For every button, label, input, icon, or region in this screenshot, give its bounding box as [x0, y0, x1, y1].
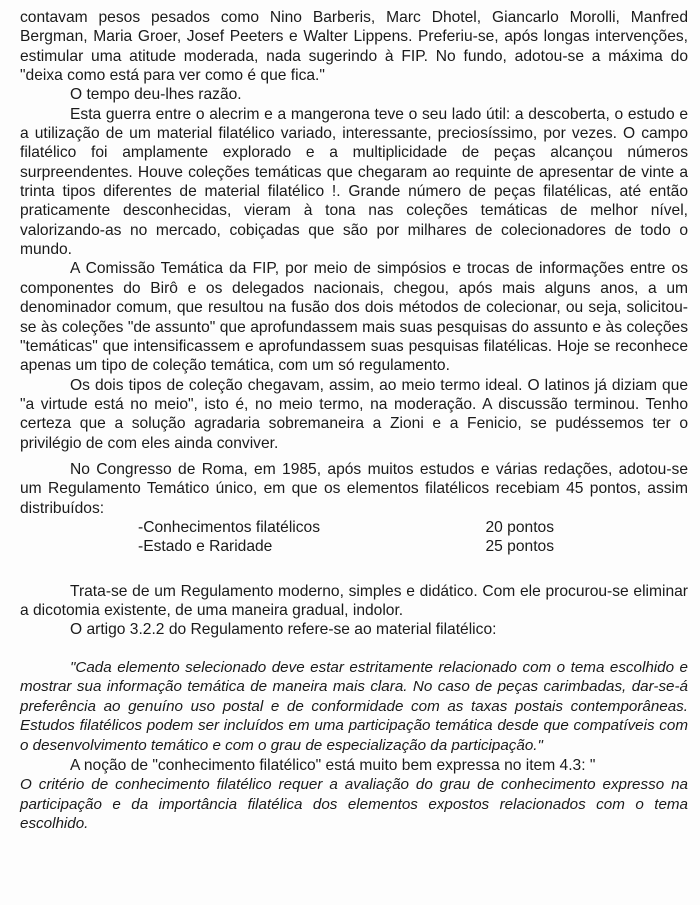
- distribution-label: -Conhecimentos filatélicos: [138, 518, 321, 536]
- paragraph-4: A Comissão Temática da FIP, por meio de simpósios e trocas de informações entre os componentes do Birô e os delegados nacionais, chegou, após mais alguns anos, a um denominador comum, que resultou na fusão dos dois métodos de colecionar, ou seja, solicitou-se às coleções "de assunto" que aprofundassem mais suas pesquisas do assunto e às coleções "temáticas" que intensificassem e aprofundassem suas pesquisas filatélicas. Hoje se reconhece apenas um tipo de coleção temática, com um só regulamento.: [20, 260, 688, 375]
- paragraph-9-lead: A noção de "conhecimento filatélico" está muito bem expressa no item 4.3: ": [70, 756, 596, 774]
- paragraph-2: O tempo deu-lhes razão.: [70, 86, 242, 104]
- paragraph-6: No Congresso de Roma, em 1985, após muitos estudos e várias redações, adotou-se um Regulamento Temático único, em que os elementos filatélicos recebiam 45 pontos, assim distribuídos:: [20, 460, 688, 517]
- paragraph-3: Esta guerra entre o alecrim e a mangerona teve o seu lado útil: a descoberta, o estudo e a utilização de um material filatélico variado, interessante, preciosíssimo, por vezes. O campo filatélico foi amplamente explorado e a multiplicidade de peças alcançou números surpreendentes. Houve coleções temáticas que chegaram ao requinte de apresentar de vinte a trinta tipos diferentes de material filatélico !. Grande número de peças filatélicas, até então praticamente desconhecidas, vieram à tona nas coleções temáticas de melhor nível, valorizando-as no mercado, cobiçadas que são por milhares de colecionadores de todo o mundo.: [20, 105, 688, 259]
- paragraph-8: O artigo 3.2.2 do Regulamento refere-se ao material filatélico:: [70, 621, 497, 639]
- quote-item-4-3: O critério de conhecimento filatélico requer a avaliação do grau de conhecimento expresso na participação e da importância filatélica dos elementos expostos relacionados com o tema escolhido.: [20, 775, 688, 833]
- distribution-points: 20 pontos: [485, 518, 554, 536]
- paragraph-5: Os dois tipos de coleção chegavam, assim, ao meio termo ideal. O latinos já diziam que "a virtude está no meio", isto é, no meio termo, na moderação. A discussão terminou. Tenho certeza que a solução agradaria sobremaneira a Zioni e a Fenicio, se pudéssemos ter o privilégio de com eles ainda conviver.: [20, 376, 688, 452]
- distribution-points: 25 pontos: [485, 538, 554, 556]
- paragraph-1: contavam pesos pesados como Nino Barberis, Marc Dhotel, Giancarlo Morolli, Manfred Bergman, Maria Groer, Josef Peeters e Walter Lippens. Preferiu-se, após longas intervenções, estimular uma atitude moderada, nada sugerindo à FIP. No fundo, adotou-se a máxima do "deixa como está para ver como é que fica.": [20, 9, 688, 85]
- quote-article-3-2-2: "Cada elemento selecionado deve estar estritamente relacionado com o tema escolhido e mostrar sua informação temática de maneira mais clara. No caso de peças carimbadas, dar-se-á preferência ao genuíno uso postal e de conformidade com as taxas postais contemporâneas. Estudos filatélicos podem ser incluídos em uma participação temática desde que compatíveis com o desenvolvimento temático e com o grau de especialização da participação.": [20, 658, 688, 755]
- distribution-label: -Estado e Raridade: [138, 538, 273, 556]
- paragraph-7: Trata-se de um Regulamento moderno, simples e didático. Com ele procurou-se eliminar a dicotomia existente, de uma maneira gradual, indolor.: [20, 582, 688, 619]
- distribution-row-2: [138, 537, 554, 556]
- distribution-row-1: [138, 518, 554, 537]
